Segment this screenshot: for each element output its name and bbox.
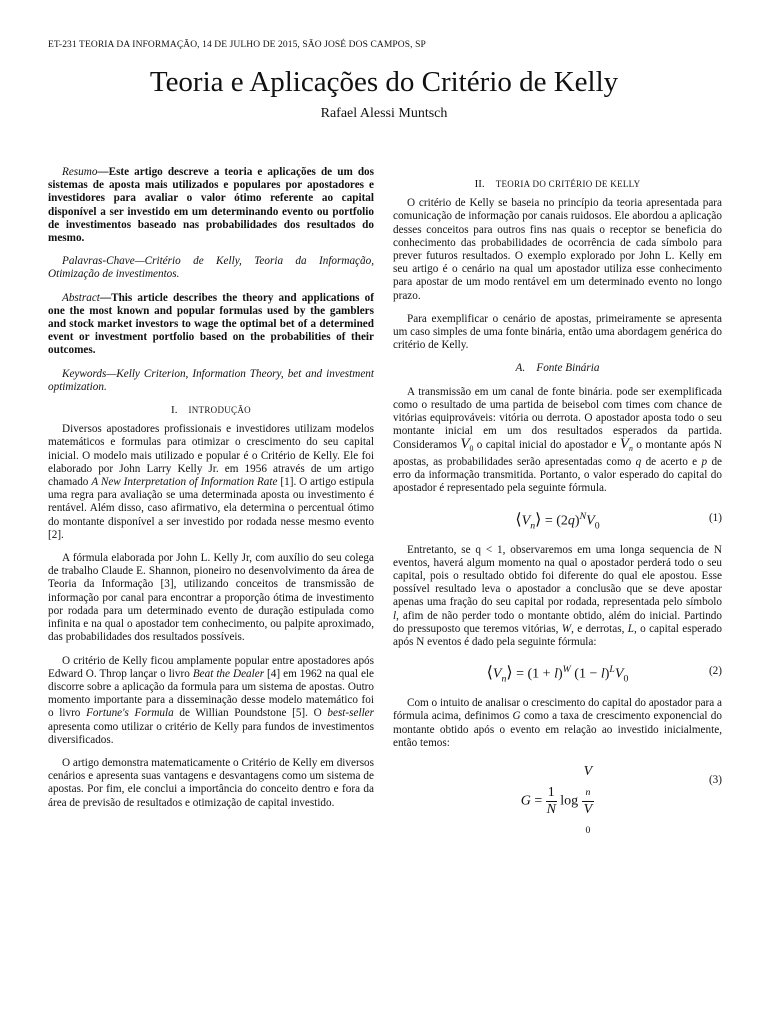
equation-2-math: $⟨V_n⟩ = (1 + l)^W$ $(1 - l)^LV_0$ [486,664,629,685]
keywords-pt-paragraph: Palavras-Chave—Critério de Kelly, Teoria da Informação, Otimização de investimentos. [48,255,374,281]
section-heading-2: II. TEORIA DO CRITÉRIO DE KELLY [474,178,641,190]
subsection-heading-a: A. Fonte Binária [515,362,600,375]
abstract-block [48,166,374,394]
abstract-en-paragraph: Abstract—This article describes the theory and applications of one the most known and popular formulas used by the gamblers and stock market investors to wage the optimal bet of a determined event or investment portfolio based on the probabilities of their outcomes. [48,291,374,357]
keywords-en-paragraph: Keywords—Kelly Criterion, Information Theory, bet and investment optimization. [48,367,374,393]
intro-paragraph-1: Diversos apostadores profissionais e investidores utilizam modelos matemáticos e formulas para otimizar o crescimento do seu capital inicial. O modelo mais utilizado e popular é o Critério de Kelly. Ele foi elaborado por John Larry Kelly Jr. em 1956 através de um artigo chamado A New Interpretation of Information Rate [1]. O artigo estipula uma regra para avaliação se uma determinada aposta ou investimento é rentável. Além disso, caso afirmativo, ela determina o percentual ótimo do montante disponível a ser investido por rodada nesse mesmo evento [2]. [48,423,374,541]
equation-3 [393,760,722,836]
theory-paragraph-1: O critério de Kelly se baseia no princípio da teoria apresentada para comunicação de informação por canais ruidosos. Ele abordou a aplicação desses conceitos para outros fins nas quais o receptor se beneficia do conhecimento das probabilidades de ocorrência de cada símbolo para prever futuros resultados. O exemplo explorado por John L. Kelly em seu artigo é o cenário na qual um apostador utiliza esse conhecimento para apostar de um modo rentável em um determinado evento no longo prazo. [393,197,722,302]
section-heading-1: I. INTRODUÇÃO [171,404,251,417]
paper-title: Teoria e Aplicações do Critério de Kelly [149,66,619,98]
binary-source-paragraph: A transmissão em um canal de fonte binária. pode ser exemplificada como o resultado de uma partida de beisebol com times com chance de vitórias equiprováveis: vitória ou derrota. O apostador aposta todo o seu montante inicial em um dos resultados esperados da partida. Consideramos $V_0$ o capital inicial do apostador e $V_n$ o montante após N apostas, as probabilidades serão apresentadas como q de acerto e p de erro da informação transmitida. Portanto, o valor esperado do capital do apostador é representado pela seguinte fórmula. [393,385,723,495]
intro-paragraph-3: O critério de Kelly ficou amplamente popular entre apostadores após Edward O. Throp lançar o livro Beat the Dealer [4] em 1962 na qual ele discorre sobre a aplicação da formula para um sistema de apostas. Outro momento importante para a disseminação desse modelo matemático foi o livro Fortune's Formula de Willian Poundstone [5]. O best-seller apresenta como utilizar o critério de Kelly para fundos de investimentos diversificados. [48,654,374,746]
equation-3-number: (3) [708,773,722,786]
equation-1-math: $⟨V_n⟩ = (2q)^NV_0$ [515,510,600,531]
growth-rate-paragraph: Com o intuito de analisar o crescimento do capital do apostador para a fórmula acima, definimos G como a taxa de crescimento exponencial do montante obtido após o evento em relação ao investido inicialmente, então temos: [393,697,723,749]
fraction-bet-paragraph: Entretanto, se q < 1, observaremos em uma longa sequencia de N eventos, haverá algum momento na qual o apostador perderá todo o seu capital, pois o resultado obtido foi diferente do qual ele apostou. Esse possível resultado leva o apostador a conclusão que se deve apostar apenas uma fração do seu capital por rodada, representada pelo símbolo l, afim de não perder todo o montante obtido, além do inicial. Partindo do pressuposto que teremos vitórias, W, e derrotas, L, o capital esperado após N eventos é dado pela seguinte fórmula: [393,543,723,648]
equation-1 [393,506,722,534]
equation-1-number: (1) [708,511,722,524]
theory-paragraph-2: Para exemplificar o cenário de apostas, primeiramente se apresenta um caso simples de uma fonte binária, então uma abordagem genérica do critério de Kelly. [393,312,722,352]
resumo-paragraph: Resumo—Este artigo descreve a teoria e aplicações de um dos sistemas de aposta mais utilizados e populares por apostadores e investidores para avaliar o valor ótimo referente ao capital disponível a ser investido em um determinando evento ou portfolio de investimentos baseado nas probabilidades dos resultados do mesmo. [48,166,374,245]
left-column [48,166,374,820]
paper-author: Rafael Alessi Muntsch [320,106,448,121]
intro-paragraph-2: A fórmula elaborada por John L. Kelly Jr, com auxílio do seu colega de trabalho Claude E. Shannon, pioneiro no desenvolvimento da área de Teoria da Informação [3], utilizando conceitos de transmissão de informação por canal para encontrar a proporção ótima de investimento por rodada para um determinado evento de duração estipulada como infinita e na qual o apostador tem conhecimento, ou palpite aproximado, das probabilidades dos resultados possíveis. [48,552,374,644]
right-column [393,178,723,836]
running-header: ET-231 TEORIA DA INFORMAÇÃO, 14 DE JULHO DE 2015, SÃO JOSÉ DOS CAMPOS, SP [48,40,426,50]
equation-2 [393,659,722,687]
equation-3-math: G = $\frac{1}{N}$ log V $_n$ V $_0$ [520,763,593,836]
intro-paragraph-4: O artigo demonstra matematicamente o Critério de Kelly em diversos cenários e apresenta suas vantagens e desvantagens como um sistema de apostas. Por fim, ele conclui a importância do conceito dentro e fora da área de previsão de resultados e otimização de capital investido. [48,756,374,809]
equation-2-number: (2) [708,665,722,678]
